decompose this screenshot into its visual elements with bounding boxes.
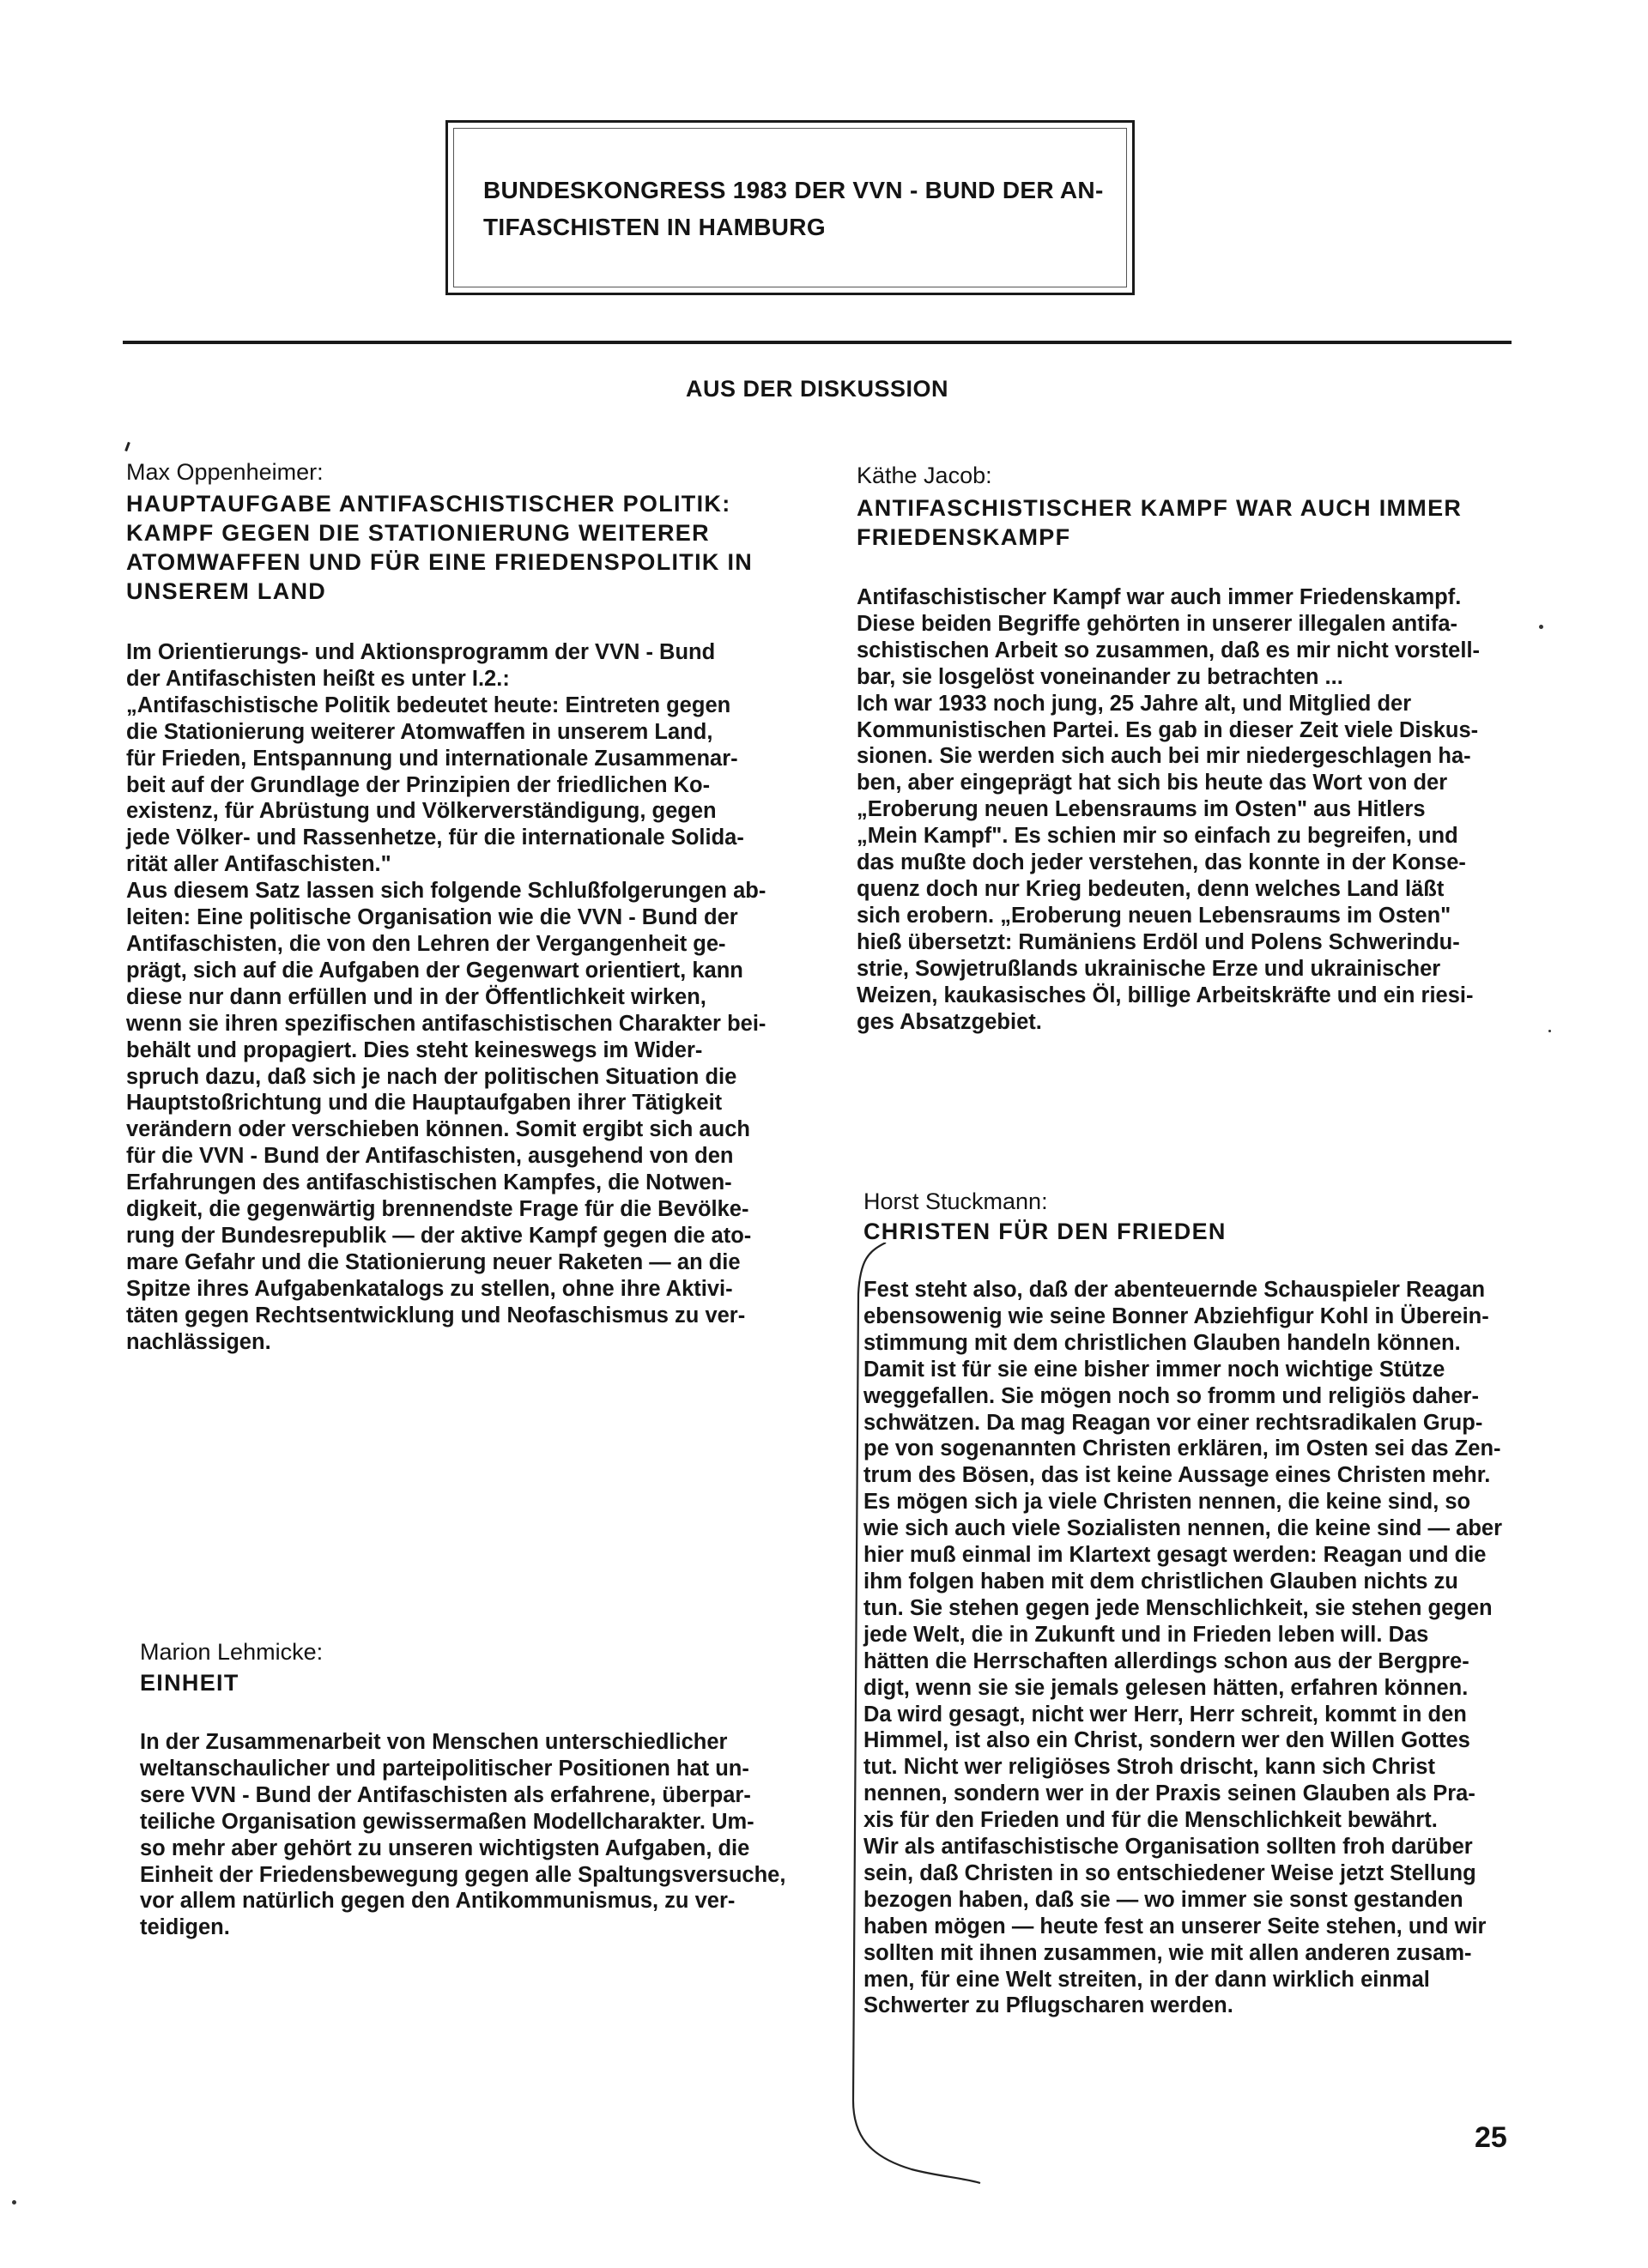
article-heading: EINHEIT bbox=[140, 1670, 239, 1696]
speaker-name: Horst Stuckmann: bbox=[863, 1188, 1048, 1214]
article-body: In der Zusammenarbeit von Menschen unterschiedlicher weltanschaulicher und parteipolitischer Positionen hat un- sere VVN - Bund der Antifaschisten als erfahrene, überpar- teiliche Organisation gewissermaßen Modellcharakter. Um- so mehr aber gehört zu unseren wichtigsten Aufgaben, die Einheit der Friedensbewegung gegen alle Spaltungsversuche, vor allem natürlich gegen den Antikommunismus, zu ver- teidigen. bbox=[140, 1730, 786, 1940]
horizontal-rule bbox=[123, 341, 1512, 344]
speaker-name: Max Oppenheimer: bbox=[126, 459, 324, 485]
scan-speck bbox=[1548, 1030, 1551, 1032]
document-title: BUNDESKONGRESS 1983 DER VVN - BUND DER AN- TIFASCHISTEN IN HAMBURG bbox=[483, 177, 1104, 240]
article-heading: ANTIFASCHISTISCHER KAMPF WAR AUCH IMMER FRIEDENSKAMPF bbox=[857, 495, 1463, 550]
article-body: Im Orientierungs- und Aktionsprogramm der VVN - Bund der Antifaschisten heißt es unter I.2.: „Antifaschistische Politik bedeutet heute: Eintreten gegen die Stationierung weiterer Atomwaffen in unserem Land, für Frieden, Entspannung und internationale Zusammenar- beit auf der Grundlage der Prinzipien der friedlichen Ko- existenz, für Abrüstung und Völkerverständigung, gegen jede Völker- und Rassenhetze, für die internationale Solida- rität aller Antifaschisten." Aus diesem Satz lassen sich folgende Schlußfolgerungen ab- leiten: Eine politische Organisation wie die VVN - Bund der Antifaschisten, die von den Lehren der Vergangenheit ge- prägt, sich auf die Aufgaben der Gegenwart orientiert, kann diese nur dann erfüllen und in der Öffentlichkeit wirken, wenn sie ihren spezifischen antifaschistischen Charakter bei- behält und propagiert. Dies steht keineswegs im Wider- spruch dazu, daß sich je nach der politischen Situation die Hauptstoßrichtung und die Hauptaufgaben ihrer Tätigkeit verändern oder verschieben können. Somit ergibt sich auch für die VVN - Bund der Antifaschisten, ausgehend von den Erfahrungen des antifaschistischen Kampfes, die Notwen- digkeit, die gegenwärtig brennendste Frage für die Bevölke- rung der Bundesrepublik — der aktive Kampf gegen die ato- mare Gefahr und die Stationierung neuer Raketen — an die Spitze ihres Aufgabenkatalogs zu stellen, ohne ihre Aktivi- täten gegen Rechtsentwicklung und Neofaschismus zu ver- nachlässigen. bbox=[126, 640, 766, 1354]
section-title: AUS DER DISKUSSION bbox=[685, 376, 949, 402]
pen-mark bbox=[124, 442, 130, 451]
page-number: 25 bbox=[1475, 2121, 1507, 2154]
article-body: Fest steht also, daß der abenteuernde Schauspieler Reagan ebensowenig wie seine Bonner Abziehfigur Kohl in Überein- stimmung mit dem christlichen Glauben handeln können. Damit ist für sie eine bisher immer noch wichtige Stütze weggefallen. Sie mögen noch so fromm und religiös daher- schwätzen. Da mag Reagan vor einer rechtsradikalen Grup- pe von sogenannten Christen erklären, im Osten sei das Zen- trum des Bösen, das ist keine Aussage eines Christen mehr. Es mögen sich ja viele Christen nennen, die keine sind, so wie sich auch viele Sozialisten nennen, die keine sind — aber hier muß einmal im Klartext gesagt werden: Reagan und die ihm folgen haben mit dem christlichen Glauben nichts zu tun. Sie stehen gegen jede Menschlichkeit, sie stehen gegen jede Welt, die in Zukunft und in Frieden leben will. Das hätten die Herrschaften allerdings schon aus der Bergpre- digt, wenn sie sie jemals gelesen hätten, erfahren können. Da wird gesagt, nicht wer Herr, Herr schreit, kommt in den Himmel, ist also ein Christ, sondern wer den Willen Gottes tut. Nicht wer religiöses Stroh drischt, kann sich Christ nennen, sondern wer in der Praxis seinen Glauben als Pra- xis für den Frieden und für die Menschlichkeit bewährt. Wir als antifaschistische Organisation sollten froh darüber sein, daß Christen in so entschiedener Weise jetzt Stellung bezogen haben, daß sie — wo immer sie sonst gestanden haben mögen — heute fest an unserer Seite stehen, und wir sollten mit ihnen zusammen, wie mit allen anderen zusam- men, für eine Welt streiten, in der dann wirklich einmal Schwerter zu Pflugscharen werden. bbox=[863, 1278, 1502, 2018]
scan-speck bbox=[1539, 625, 1543, 629]
article-body: Antifaschistischer Kampf war auch immer Friedenskampf. Diese beiden Begriffe gehörten in unserer illegalen antifa- schistischen Arbeit so zusammen, daß es mir nicht vorstell- bar, sie losgelöst voneinander zu betrachten ... Ich war 1933 noch jung, 25 Jahre alt, und Mitglied der Kommunistischen Partei. Es gab in dieser Zeit viele Diskus- sionen. Sie werden sich auch bei mir niedergeschlagen ha- ben, aber eingeprägt hat sich bis heute das Wort von der „Eroberung neuen Lebensraums im Osten" aus Hitlers „Mein Kampf". Es schien mir so einfach zu begreifen, und das mußte doch jeder verstehen, das konnte in der Konse- quenz doch nur Krieg bedeuten, denn welches Land läßt sich erobern. „Eroberung neuen Lebensraums im Osten" hieß übersetzt: Rumäniens Erdöl und Polens Schwerindu- strie, Sowjetrußlands ukrainische Erze und ukrainischer Weizen, kaukasisches Öl, billige Arbeitskräfte und ein riesi- ges Absatzgebiet. bbox=[857, 585, 1481, 1034]
article-heading: HAUPTAUFGABE ANTIFASCHISTISCHER POLITIK: KAMPF GEGEN DIE STATIONIERUNG WEITERER ATOMWAFFEN UND FÜR EINE FRIEDENSPOLITIK IN UNSEREM LAND bbox=[126, 491, 754, 604]
speaker-name: Marion Lehmicke: bbox=[140, 1639, 324, 1665]
speaker-name: Käthe Jacob: bbox=[857, 463, 992, 488]
article-heading: CHRISTEN FÜR DEN FRIEDEN bbox=[863, 1219, 1227, 1244]
scan-speck bbox=[12, 2200, 16, 2204]
